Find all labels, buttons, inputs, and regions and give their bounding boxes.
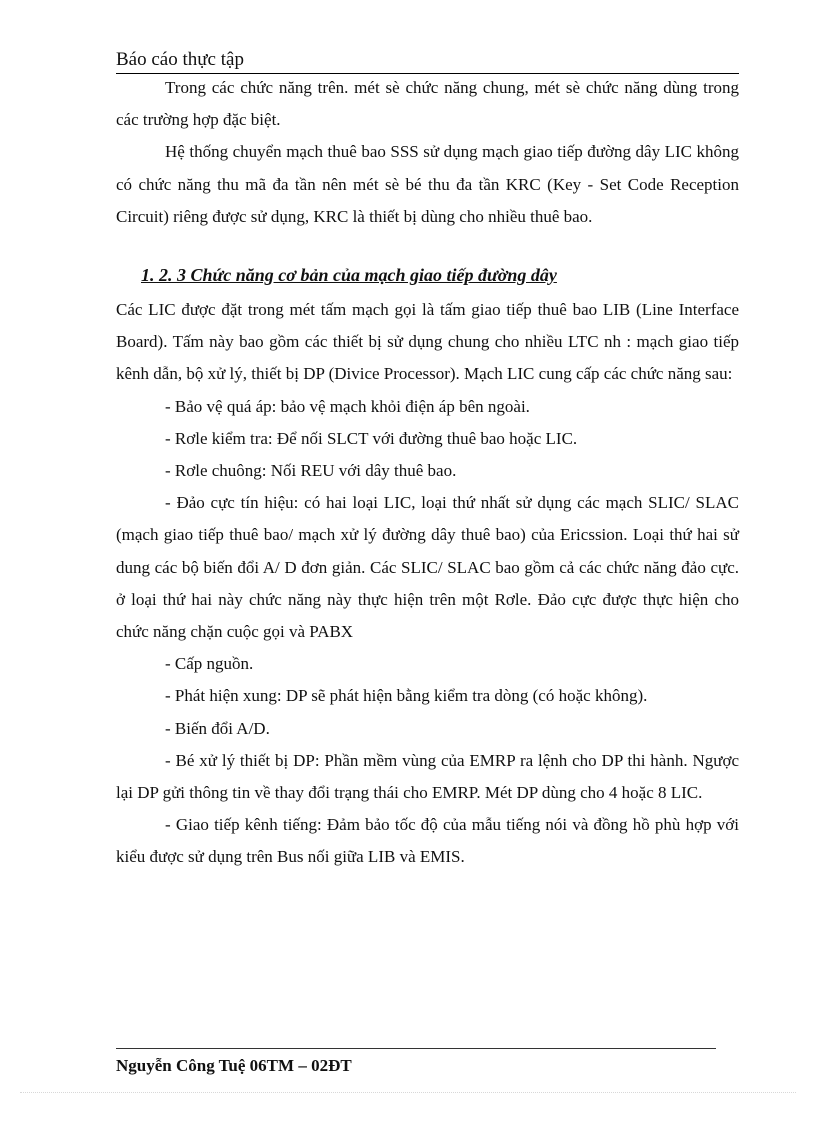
function-item: - Cấp nguồn. <box>165 654 254 674</box>
document-body <box>116 72 739 874</box>
function-item: - Đảo cực tín hiệu: có hai loại LIC, loại thứ nhất sử dụng các mạch SLIC/ SLAC (mạch giao tiếp thuê bao/ mạch xử lý đường dây thuê bao) của Ericssion. Loại thứ hai sử dung các bộ biến đổi A/ D đơn giản. Các SLIC/ SLAC bao gồm cả các chức năng đảo cực. ở loại thứ hai này chức năng này thực hiện trên một Rơle. Đảo cực được thực hiện cho chức năng chặn cuộc gọi và PABX <box>116 493 739 642</box>
function-item: - Bé xử lý thiết bị DP: Phần mềm vùng của EMRP ra lệnh cho DP thi hành. Ngược lại DP gửi thông tin về thay đổi trạng thái cho EMRP. Mét DP dùng cho 4 hoặc 8 LIC. <box>116 750 739 803</box>
function-item: - Phát hiện xung: DP sẽ phát hiện bằng kiểm tra dòng (có hoặc không). <box>165 686 648 706</box>
intro-paragraph-1: Trong các chức năng trên. mét sè chức năng chung, mét sè chức năng dùng trong các trường hợp đặc biệt. <box>116 78 739 130</box>
section-heading <box>116 259 739 291</box>
section-lead-paragraph: Các LIC được đặt trong mét tấm mạch gọi là tấm giao tiếp thuê bao LIB (Line Interface Board). Tấm này bao gồm các thiết bị sử dụng chung cho nhiều LTC nh : mạch giao tiếp kênh dẫn, bộ xử lý, thiết bị DP (Divice Processor). Mạch LIC cung cấp các chức năng sau: <box>116 300 739 384</box>
function-item: - Biến đổi A/D. <box>165 718 270 738</box>
page-header: Báo cáo thực tập <box>116 48 739 74</box>
intro-paragraph-2: Hệ thống chuyển mạch thuê bao SSS sử dụng mạch giao tiếp đường dây LIC không có chức năng thu mã đa tần nên mét sè bé thu đa tần KRC (Key - Set Code Reception Circuit) riêng được sử dụng, KRC là thiết bị dùng cho nhiều thuê bao. <box>116 142 739 226</box>
footer-divider <box>116 1048 716 1049</box>
section-heading-text: 1. 2. 3 Chức năng cơ bản của mạch giao tiếp đường dây <box>141 265 557 286</box>
page-bottom-divider <box>20 1092 796 1093</box>
function-item: - Giao tiếp kênh tiếng: Đảm bảo tốc độ của mẫu tiếng nói và đồng hồ phù hợp với kiểu được sử dụng trên Bus nối giữa LIB và EMIS. <box>116 815 739 867</box>
function-item: - Rơle kiểm tra: Để nối SLCT với đường thuê bao hoặc LIC. <box>165 428 578 448</box>
footer-author: Nguyễn Công Tuệ 06TM – 02ĐT <box>116 1056 352 1075</box>
function-item: - Bảo vệ quá áp: bảo vệ mạch khỏi điện áp bên ngoài. <box>165 396 530 416</box>
function-item: - Rơle chuông: Nối REU với dây thuê bao. <box>165 461 457 481</box>
